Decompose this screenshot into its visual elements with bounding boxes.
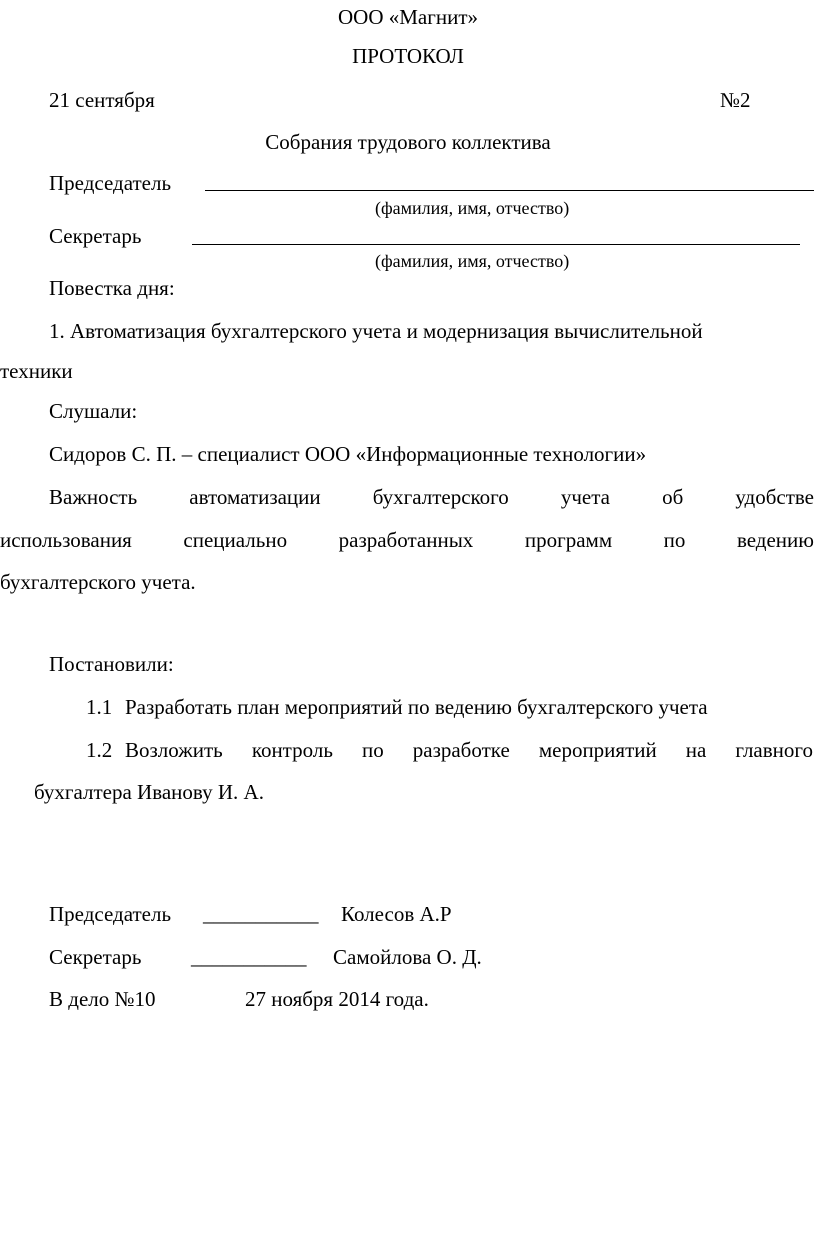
- document-title: ПРОТОКОЛ: [352, 44, 464, 68]
- word: программ: [524, 528, 613, 552]
- word: по: [361, 738, 384, 762]
- protocol-date: 21 сентября: [49, 88, 155, 112]
- word: ведению: [736, 528, 814, 552]
- org-name: ООО «Магнит»: [337, 5, 478, 29]
- word: удобстве: [735, 485, 814, 509]
- word: бухгалтерского: [372, 485, 509, 509]
- agenda-item-line1: 1. Автоматизация бухгалтерского учета и модернизация вычислительной: [49, 319, 703, 343]
- word: использования: [0, 528, 132, 552]
- word: по: [663, 528, 686, 552]
- decision-1-text: Разработать план мероприятий по ведению бухгалтерского учета: [125, 695, 708, 719]
- heard-text-line1: [49, 487, 814, 508]
- agenda-item-line2: техники: [0, 359, 73, 383]
- secretary-name-line[interactable]: [192, 244, 800, 245]
- signature-chair-blank[interactable]: ___________: [203, 902, 319, 926]
- heard-text-line2: [0, 530, 814, 551]
- word: разработке: [412, 738, 510, 762]
- heard-text-line3: бухгалтерского учета.: [0, 570, 196, 594]
- file-number: В дело №10: [49, 987, 156, 1011]
- signature-secretary-blank[interactable]: ___________: [191, 945, 307, 969]
- decision-2-line2: бухгалтера Иванову И. А.: [34, 780, 264, 804]
- secretary-label: Секретарь: [49, 224, 142, 248]
- signature-chair-name: Колесов А.Р: [341, 902, 452, 926]
- word: Возложить: [125, 738, 223, 762]
- heard-label: Слушали:: [49, 399, 138, 423]
- word: главного: [735, 738, 813, 762]
- word: автоматизации: [189, 485, 321, 509]
- signature-secretary-name: Самойлова О. Д.: [333, 945, 482, 969]
- protocol-number: №2: [720, 88, 751, 112]
- word: Важность: [49, 485, 138, 509]
- decided-label: Постановили:: [49, 652, 174, 676]
- word: на: [685, 738, 707, 762]
- signature-secretary-label: Секретарь: [49, 945, 142, 969]
- decision-1-number: 1.1: [86, 695, 113, 719]
- word: мероприятий: [538, 738, 657, 762]
- chair-name-line[interactable]: [205, 190, 814, 191]
- document-subtitle: Собрания трудового коллектива: [265, 130, 551, 154]
- word: учета: [560, 485, 610, 509]
- decision-2-number: 1.2: [86, 738, 113, 762]
- word: разработанных: [338, 528, 474, 552]
- chair-fio-hint: (фамилия, имя, отчество): [375, 198, 570, 218]
- secretary-fio-hint: (фамилия, имя, отчество): [375, 251, 570, 271]
- chair-label: Председатель: [49, 171, 172, 195]
- agenda-label: Повестка дня:: [49, 276, 175, 300]
- decision-2-line1: [125, 740, 813, 761]
- heard-speaker: Сидоров С. П. – специалист ООО «Информационные технологии»: [49, 442, 647, 466]
- signature-chair-label: Председатель: [49, 902, 172, 926]
- file-date: 27 ноября 2014 года.: [245, 987, 429, 1011]
- word: контроль: [251, 738, 333, 762]
- word: об: [662, 485, 684, 509]
- word: специально: [183, 528, 288, 552]
